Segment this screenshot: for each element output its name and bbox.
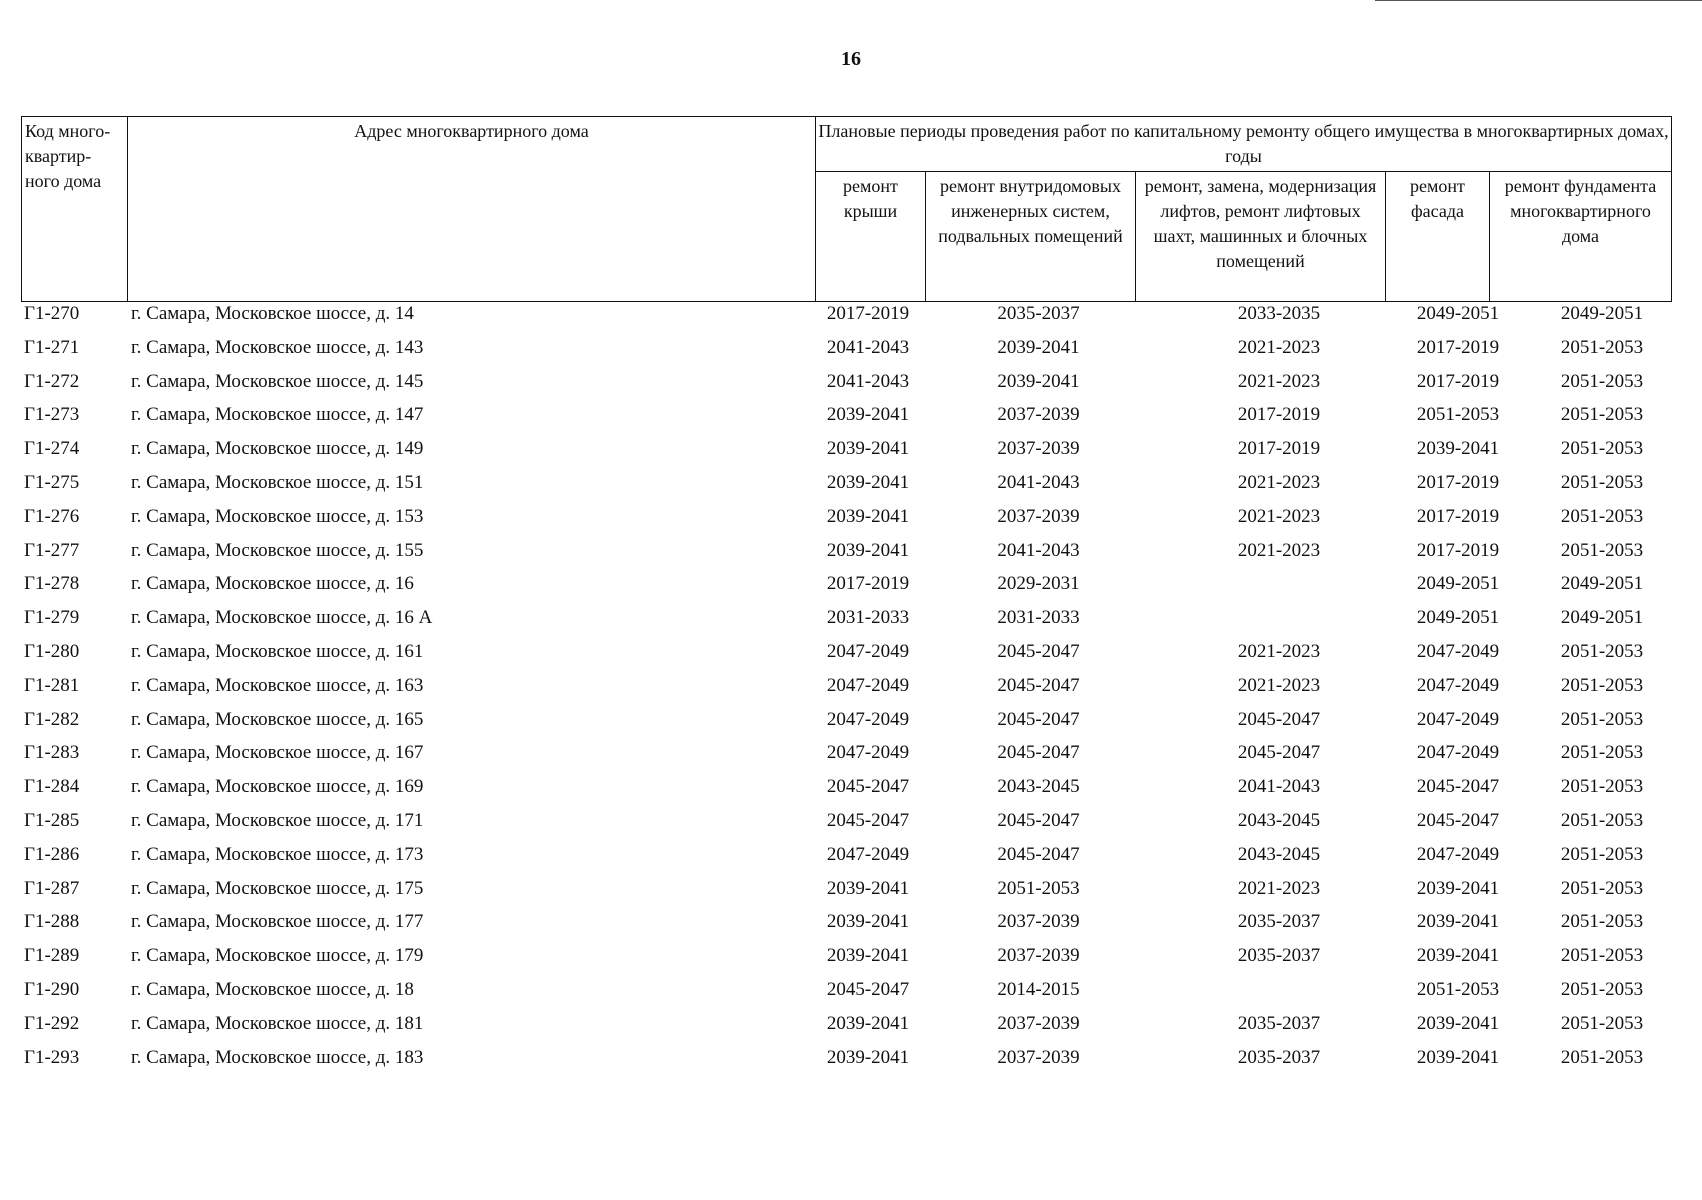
row-facade-period: 2047-2049 (1416, 708, 1500, 730)
row-facade-period: 2051-2053 (1416, 978, 1500, 1000)
row-code: Г1-281 (24, 674, 80, 696)
row-code: Г1-288 (24, 911, 80, 933)
row-systems-period: 2039-2041 (997, 336, 1080, 358)
row-roof-period: 2039-2041 (826, 438, 910, 460)
row-foundation-period: 2051-2053 (1560, 336, 1644, 358)
row-roof-period: 2045-2047 (826, 776, 910, 798)
row-address: г. Самара, Московское шоссе, д. 177 (131, 911, 424, 933)
row-foundation-period: 2051-2053 (1560, 978, 1644, 1000)
row-roof-period: 2039-2041 (826, 877, 910, 899)
row-lifts-period: 2043-2045 (1237, 843, 1321, 865)
table-row (21, 805, 1671, 839)
row-roof-period: 2017-2019 (826, 303, 910, 324)
table-row (21, 940, 1671, 974)
row-lifts-period: 2045-2047 (1237, 742, 1321, 764)
row-lifts-period: 2017-2019 (1237, 404, 1321, 426)
scan-edge-line (1375, 0, 1702, 1)
row-foundation-period: 2051-2053 (1560, 471, 1644, 493)
row-code: Г1-272 (24, 370, 80, 392)
row-systems-period: 2037-2039 (997, 911, 1080, 933)
row-foundation-period: 2051-2053 (1560, 674, 1644, 696)
row-address: г. Самара, Московское шоссе, д. 149 (131, 438, 424, 460)
row-code: Г1-285 (24, 809, 80, 831)
table-row (21, 771, 1671, 805)
row-address: г. Самара, Московское шоссе, д. 151 (131, 471, 424, 493)
row-roof-period: 2047-2049 (826, 742, 910, 764)
row-address: г. Самара, Московское шоссе, д. 18 (131, 978, 414, 1000)
page-number: 16 (841, 48, 861, 70)
row-lifts-period: 2035-2037 (1237, 945, 1321, 967)
row-roof-period: 2039-2041 (826, 911, 910, 933)
row-roof-period: 2047-2049 (826, 674, 910, 696)
row-systems-period: 2037-2039 (997, 945, 1080, 967)
row-roof-period: 2039-2041 (826, 404, 910, 426)
row-facade-period: 2051-2053 (1416, 404, 1500, 426)
row-code: Г1-275 (24, 471, 80, 493)
row-address: г. Самара, Московское шоссе, д. 175 (131, 877, 424, 899)
row-code: Г1-287 (24, 877, 80, 899)
row-foundation-period: 2051-2053 (1560, 877, 1644, 899)
row-foundation-period: 2049-2051 (1560, 303, 1644, 324)
table-row (21, 433, 1671, 467)
row-facade-period: 2049-2051 (1416, 303, 1500, 324)
row-systems-period: 2031-2033 (997, 607, 1080, 629)
row-code: Г1-280 (24, 640, 80, 662)
row-facade-period: 2039-2041 (1416, 911, 1500, 933)
row-roof-period: 2017-2019 (826, 573, 910, 595)
row-code: Г1-293 (24, 1046, 80, 1068)
row-lifts-period: 2035-2037 (1237, 1012, 1321, 1034)
row-roof-period: 2039-2041 (826, 1046, 910, 1068)
row-lifts-period: 2021-2023 (1237, 370, 1321, 392)
row-foundation-period: 2049-2051 (1560, 573, 1644, 595)
row-address: г. Самара, Московское шоссе, д. 179 (131, 945, 424, 967)
row-lifts-period: 2035-2037 (1237, 911, 1321, 933)
row-foundation-period: 2051-2053 (1560, 742, 1644, 764)
row-address: г. Самара, Московское шоссе, д. 171 (131, 809, 424, 831)
row-code: Г1-282 (24, 708, 80, 730)
row-roof-period: 2039-2041 (826, 471, 910, 493)
row-foundation-period: 2051-2053 (1560, 708, 1644, 730)
row-code: Г1-278 (24, 573, 80, 595)
row-lifts-period: 2021-2023 (1237, 336, 1321, 358)
row-foundation-period: 2051-2053 (1560, 776, 1644, 798)
row-roof-period: 2039-2041 (826, 945, 910, 967)
row-lifts-period: 2021-2023 (1237, 640, 1321, 662)
row-address: г. Самара, Московское шоссе, д. 163 (131, 674, 424, 696)
row-foundation-period: 2051-2053 (1560, 539, 1644, 561)
table-row (21, 568, 1671, 602)
row-systems-period: 2045-2047 (997, 708, 1080, 730)
table-row (21, 1008, 1671, 1042)
row-address: г. Самара, Московское шоссе, д. 183 (131, 1046, 424, 1068)
table-header (21, 116, 1672, 302)
header-address: Адрес многоквартирного дома (128, 117, 816, 302)
row-roof-period: 2045-2047 (826, 978, 910, 1000)
row-systems-period: 2037-2039 (997, 438, 1080, 460)
table-row (21, 366, 1671, 400)
table-row (21, 737, 1671, 771)
table-row (21, 636, 1671, 670)
row-code: Г1-286 (24, 843, 80, 865)
table-row (21, 1042, 1671, 1076)
row-foundation-period: 2051-2053 (1560, 1046, 1644, 1068)
row-address: г. Самара, Московское шоссе, д. 16 (131, 573, 414, 595)
row-systems-period: 2051-2053 (997, 877, 1080, 899)
row-roof-period: 2039-2041 (826, 505, 910, 527)
row-roof-period: 2041-2043 (826, 336, 910, 358)
row-lifts-period: 2045-2047 (1237, 708, 1321, 730)
row-facade-period: 2049-2051 (1416, 607, 1500, 629)
row-code: Г1-290 (24, 978, 80, 1000)
row-address: г. Самара, Московское шоссе, д. 169 (131, 776, 424, 798)
row-roof-period: 2047-2049 (826, 843, 910, 865)
row-roof-period: 2039-2041 (826, 539, 910, 561)
table-body (21, 298, 1671, 1075)
header-periods-group: Плановые периоды проведения работ по капитальному ремонту общего имущества в многоквартирных домах, годы (816, 117, 1672, 172)
row-lifts-period: 2021-2023 (1237, 674, 1321, 696)
row-systems-period: 2045-2047 (997, 742, 1080, 764)
row-address: г. Самара, Московское шоссе, д. 173 (131, 843, 424, 865)
row-lifts-period: 2043-2045 (1237, 809, 1321, 831)
row-address: г. Самара, Московское шоссе, д. 145 (131, 370, 424, 392)
row-lifts-period: 2035-2037 (1237, 1046, 1321, 1068)
row-systems-period: 2037-2039 (997, 1012, 1080, 1034)
header-foundation: ремонт фундамента многоквартирного дома (1490, 172, 1672, 302)
row-foundation-period: 2051-2053 (1560, 370, 1644, 392)
row-facade-period: 2047-2049 (1416, 674, 1500, 696)
row-code: Г1-276 (24, 505, 80, 527)
row-address: г. Самара, Московское шоссе, д. 16 А (131, 607, 433, 629)
row-address: г. Самара, Московское шоссе, д. 165 (131, 708, 424, 730)
row-systems-period: 2041-2043 (997, 539, 1080, 561)
row-code: Г1-273 (24, 404, 80, 426)
row-foundation-period: 2051-2053 (1560, 404, 1644, 426)
row-code: Г1-270 (24, 303, 80, 324)
row-systems-period: 2035-2037 (997, 303, 1080, 324)
row-address: г. Самара, Московское шоссе, д. 155 (131, 539, 424, 561)
row-lifts-period: 2021-2023 (1237, 877, 1321, 899)
row-code: Г1-277 (24, 539, 80, 561)
row-systems-period: 2045-2047 (997, 843, 1080, 865)
row-facade-period: 2047-2049 (1416, 640, 1500, 662)
row-roof-period: 2039-2041 (826, 1012, 910, 1034)
row-systems-period: 2029-2031 (997, 573, 1080, 595)
row-systems-period: 2037-2039 (997, 404, 1080, 426)
row-systems-period: 2014-2015 (997, 978, 1080, 1000)
header-facade: ремонт фасада (1386, 172, 1490, 302)
row-systems-period: 2037-2039 (997, 505, 1080, 527)
row-foundation-period: 2051-2053 (1560, 809, 1644, 831)
header-roof: ремонт крыши (816, 172, 926, 302)
table-row (21, 704, 1671, 738)
table-row (21, 873, 1671, 907)
row-lifts-period: 2033-2035 (1237, 303, 1321, 324)
row-address: г. Самара, Московское шоссе, д. 161 (131, 640, 424, 662)
row-foundation-period: 2051-2053 (1560, 438, 1644, 460)
row-code: Г1-292 (24, 1012, 80, 1034)
row-foundation-period: 2051-2053 (1560, 1012, 1644, 1034)
row-foundation-period: 2051-2053 (1560, 505, 1644, 527)
row-roof-period: 2047-2049 (826, 708, 910, 730)
row-facade-period: 2047-2049 (1416, 843, 1500, 865)
row-facade-period: 2017-2019 (1416, 471, 1500, 493)
row-systems-period: 2043-2045 (997, 776, 1080, 798)
row-roof-period: 2045-2047 (826, 809, 910, 831)
row-foundation-period: 2051-2053 (1560, 843, 1644, 865)
table-row (21, 670, 1671, 704)
table-row (21, 332, 1671, 366)
row-facade-period: 2045-2047 (1416, 776, 1500, 798)
header-lifts: ремонт, замена, модернизация лифтов, ремонт лифтовых шахт, машинных и блочных помещений (1136, 172, 1386, 302)
table-row (21, 839, 1671, 873)
row-systems-period: 2041-2043 (997, 471, 1080, 493)
row-facade-period: 2047-2049 (1416, 742, 1500, 764)
table-row (21, 906, 1671, 940)
row-facade-period: 2039-2041 (1416, 1012, 1500, 1034)
table-row (21, 399, 1671, 433)
row-facade-period: 2039-2041 (1416, 945, 1500, 967)
row-facade-period: 2017-2019 (1416, 336, 1500, 358)
row-code: Г1-279 (24, 607, 80, 629)
row-code: Г1-283 (24, 742, 80, 764)
row-foundation-period: 2051-2053 (1560, 945, 1644, 967)
row-foundation-period: 2051-2053 (1560, 911, 1644, 933)
row-facade-period: 2017-2019 (1416, 370, 1500, 392)
row-address: г. Самара, Московское шоссе, д. 167 (131, 742, 424, 764)
row-code: Г1-289 (24, 945, 80, 967)
row-lifts-period: 2021-2023 (1237, 505, 1321, 527)
row-facade-period: 2045-2047 (1416, 809, 1500, 831)
row-address: г. Самара, Московское шоссе, д. 143 (131, 336, 424, 358)
row-facade-period: 2017-2019 (1416, 539, 1500, 561)
row-address: г. Самара, Московское шоссе, д. 181 (131, 1012, 424, 1034)
header-code: Код много-квартир-ного дома (22, 117, 128, 302)
table-row (21, 535, 1671, 569)
row-lifts-period: 2041-2043 (1237, 776, 1321, 798)
row-lifts-period: 2021-2023 (1237, 539, 1321, 561)
row-code: Г1-284 (24, 776, 80, 798)
row-lifts-period: 2017-2019 (1237, 438, 1321, 460)
table-row (21, 974, 1671, 1008)
row-systems-period: 2045-2047 (997, 640, 1080, 662)
row-facade-period: 2039-2041 (1416, 438, 1500, 460)
table-row (21, 298, 1671, 332)
row-code: Г1-274 (24, 438, 80, 460)
row-facade-period: 2017-2019 (1416, 505, 1500, 527)
row-systems-period: 2045-2047 (997, 809, 1080, 831)
row-facade-period: 2049-2051 (1416, 573, 1500, 595)
row-address: г. Самара, Московское шоссе, д. 14 (131, 303, 414, 324)
row-foundation-period: 2049-2051 (1560, 607, 1644, 629)
row-address: г. Самара, Московское шоссе, д. 147 (131, 404, 424, 426)
row-address: г. Самара, Московское шоссе, д. 153 (131, 505, 424, 527)
header-systems: ремонт внутридомовых инженерных систем, подвальных помещений (926, 172, 1136, 302)
table-row (21, 602, 1671, 636)
row-roof-period: 2041-2043 (826, 370, 910, 392)
row-facade-period: 2039-2041 (1416, 1046, 1500, 1068)
row-roof-period: 2047-2049 (826, 640, 910, 662)
row-lifts-period: 2021-2023 (1237, 471, 1321, 493)
row-systems-period: 2037-2039 (997, 1046, 1080, 1068)
row-foundation-period: 2051-2053 (1560, 640, 1644, 662)
table-row (21, 501, 1671, 535)
row-facade-period: 2039-2041 (1416, 877, 1500, 899)
row-code: Г1-271 (24, 336, 80, 358)
table-row (21, 467, 1671, 501)
row-roof-period: 2031-2033 (826, 607, 910, 629)
row-systems-period: 2045-2047 (997, 674, 1080, 696)
row-systems-period: 2039-2041 (997, 370, 1080, 392)
